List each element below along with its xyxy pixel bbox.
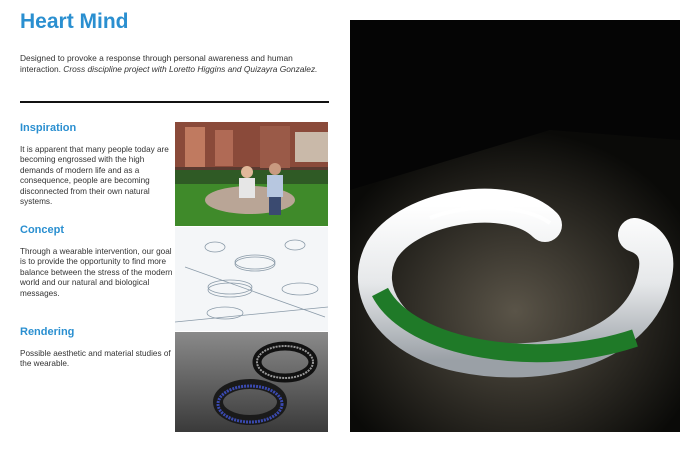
divider-rule <box>20 101 329 103</box>
inspiration-photo <box>175 122 328 226</box>
text-concept: Through a wearable intervention, our goal is to provide the opportunity to find more balance between the stress of the modern world and our natural and biological messages. <box>20 247 173 298</box>
text-inspiration: It is apparent that many people today are becoming engrossed with the high demands of modern life and as a consequence, people are becoming disconnected from their own natural systems. <box>20 145 169 207</box>
rendering-thumbnail <box>175 332 328 432</box>
intro-credits: Cross discipline project with Loretto Higgins and Quizayra Gonzalez. <box>63 63 318 74</box>
heading-inspiration: Inspiration <box>20 122 77 134</box>
text-rendering: Possible aesthetic and material studies of the wearable. <box>20 349 171 369</box>
main-rendering <box>350 20 680 432</box>
heading-concept: Concept <box>20 224 64 236</box>
intro-paragraph <box>20 53 320 74</box>
page-title: Heart Mind <box>20 10 129 33</box>
concept-sketch <box>175 227 328 331</box>
heading-rendering: Rendering <box>20 326 75 338</box>
intro-text: Designed to provoke a response through personal awareness and human interaction. <box>20 53 293 74</box>
